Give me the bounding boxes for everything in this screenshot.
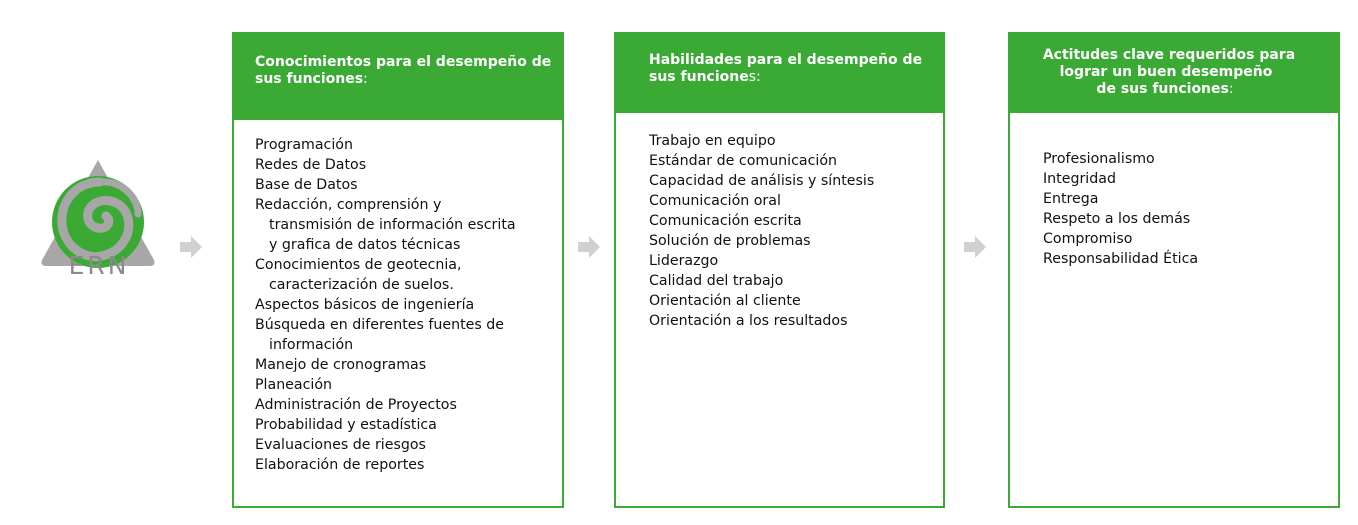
list-item: Evaluaciones de riesgos xyxy=(255,437,426,453)
knowledge-card-title: Conocimientos para el desempeño de sus funciones xyxy=(255,54,552,87)
attitudes-title-line: lograr un buen desempeño xyxy=(1059,64,1273,80)
list-item: Solución de problemas xyxy=(649,233,811,249)
list-item-continuation: información xyxy=(269,337,354,353)
logo-text: ERN xyxy=(68,251,130,280)
attitudes-card xyxy=(1008,32,1340,508)
list-item: Aspectos básicos de ingeniería xyxy=(255,297,475,313)
attitudes-title-line: de sus funciones: xyxy=(1096,81,1234,97)
skills-card xyxy=(614,32,945,508)
list-item: Probabilidad y estadística xyxy=(255,417,437,433)
list-item: Comunicación escrita xyxy=(649,213,802,229)
skills-card-body xyxy=(616,131,943,331)
list-item: Manejo de cronogramas xyxy=(255,357,427,373)
list-item: Profesionalismo xyxy=(1043,151,1155,167)
list-item: Redes de Datos xyxy=(255,157,367,173)
list-item: Integridad xyxy=(1043,171,1116,187)
list-item: Respeto a los demás xyxy=(1043,211,1191,227)
knowledge-list xyxy=(255,135,562,475)
title-suffix: : xyxy=(363,71,368,87)
list-item: Base de Datos xyxy=(255,177,358,193)
list-item-continuation: caracterización de suelos. xyxy=(269,277,454,293)
list-item: Responsabilidad Ética xyxy=(1043,251,1199,267)
list-item: Programación xyxy=(255,137,353,153)
list-item: Compromiso xyxy=(1043,231,1133,247)
list-item: Estándar de comunicación xyxy=(649,153,838,169)
list-item: Calidad del trabajo xyxy=(649,273,784,289)
knowledge-card-header xyxy=(234,34,562,120)
list-item-continuation: y grafica de datos técnicas xyxy=(269,237,461,253)
list-item: Planeación xyxy=(255,377,333,393)
knowledge-card-body xyxy=(234,135,562,475)
attitudes-card-body xyxy=(1010,149,1338,269)
arrow-right-icon xyxy=(576,234,602,260)
list-item: Orientación a los resultados xyxy=(649,313,848,329)
list-item: Orientación al cliente xyxy=(649,293,801,309)
skills-list xyxy=(649,131,943,331)
attitudes-card-header xyxy=(1010,34,1338,113)
list-item: Entrega xyxy=(1043,191,1099,207)
skills-card-header xyxy=(616,34,943,113)
list-item: Elaboración de reportes xyxy=(255,457,425,473)
skills-card-title: Habilidades para el desempeño de sus funcione xyxy=(649,52,923,85)
list-item: Comunicación oral xyxy=(649,193,781,209)
arrow-right-icon xyxy=(178,234,204,260)
attitudes-list xyxy=(1043,149,1338,269)
knowledge-card xyxy=(232,32,564,508)
list-item-continuation: transmisión de información escrita xyxy=(269,217,516,233)
list-item: Trabajo en equipo xyxy=(649,133,776,149)
title-suffix: s: xyxy=(748,69,761,85)
list-item: Búsqueda en diferentes fuentes de xyxy=(255,317,505,333)
title-suffix: : xyxy=(1228,81,1234,97)
list-item: Liderazgo xyxy=(649,253,719,269)
list-item: Redacción, comprensión y xyxy=(255,197,442,213)
list-item: Capacidad de análisis y síntesis xyxy=(649,173,875,189)
ern-logo xyxy=(40,158,156,282)
list-item: Conocimientos de geotecnia, xyxy=(255,257,462,273)
arrow-right-icon xyxy=(962,234,988,260)
list-item: Administración de Proyectos xyxy=(255,397,457,413)
attitudes-title-line: Actitudes clave requeridos para xyxy=(1042,47,1296,63)
